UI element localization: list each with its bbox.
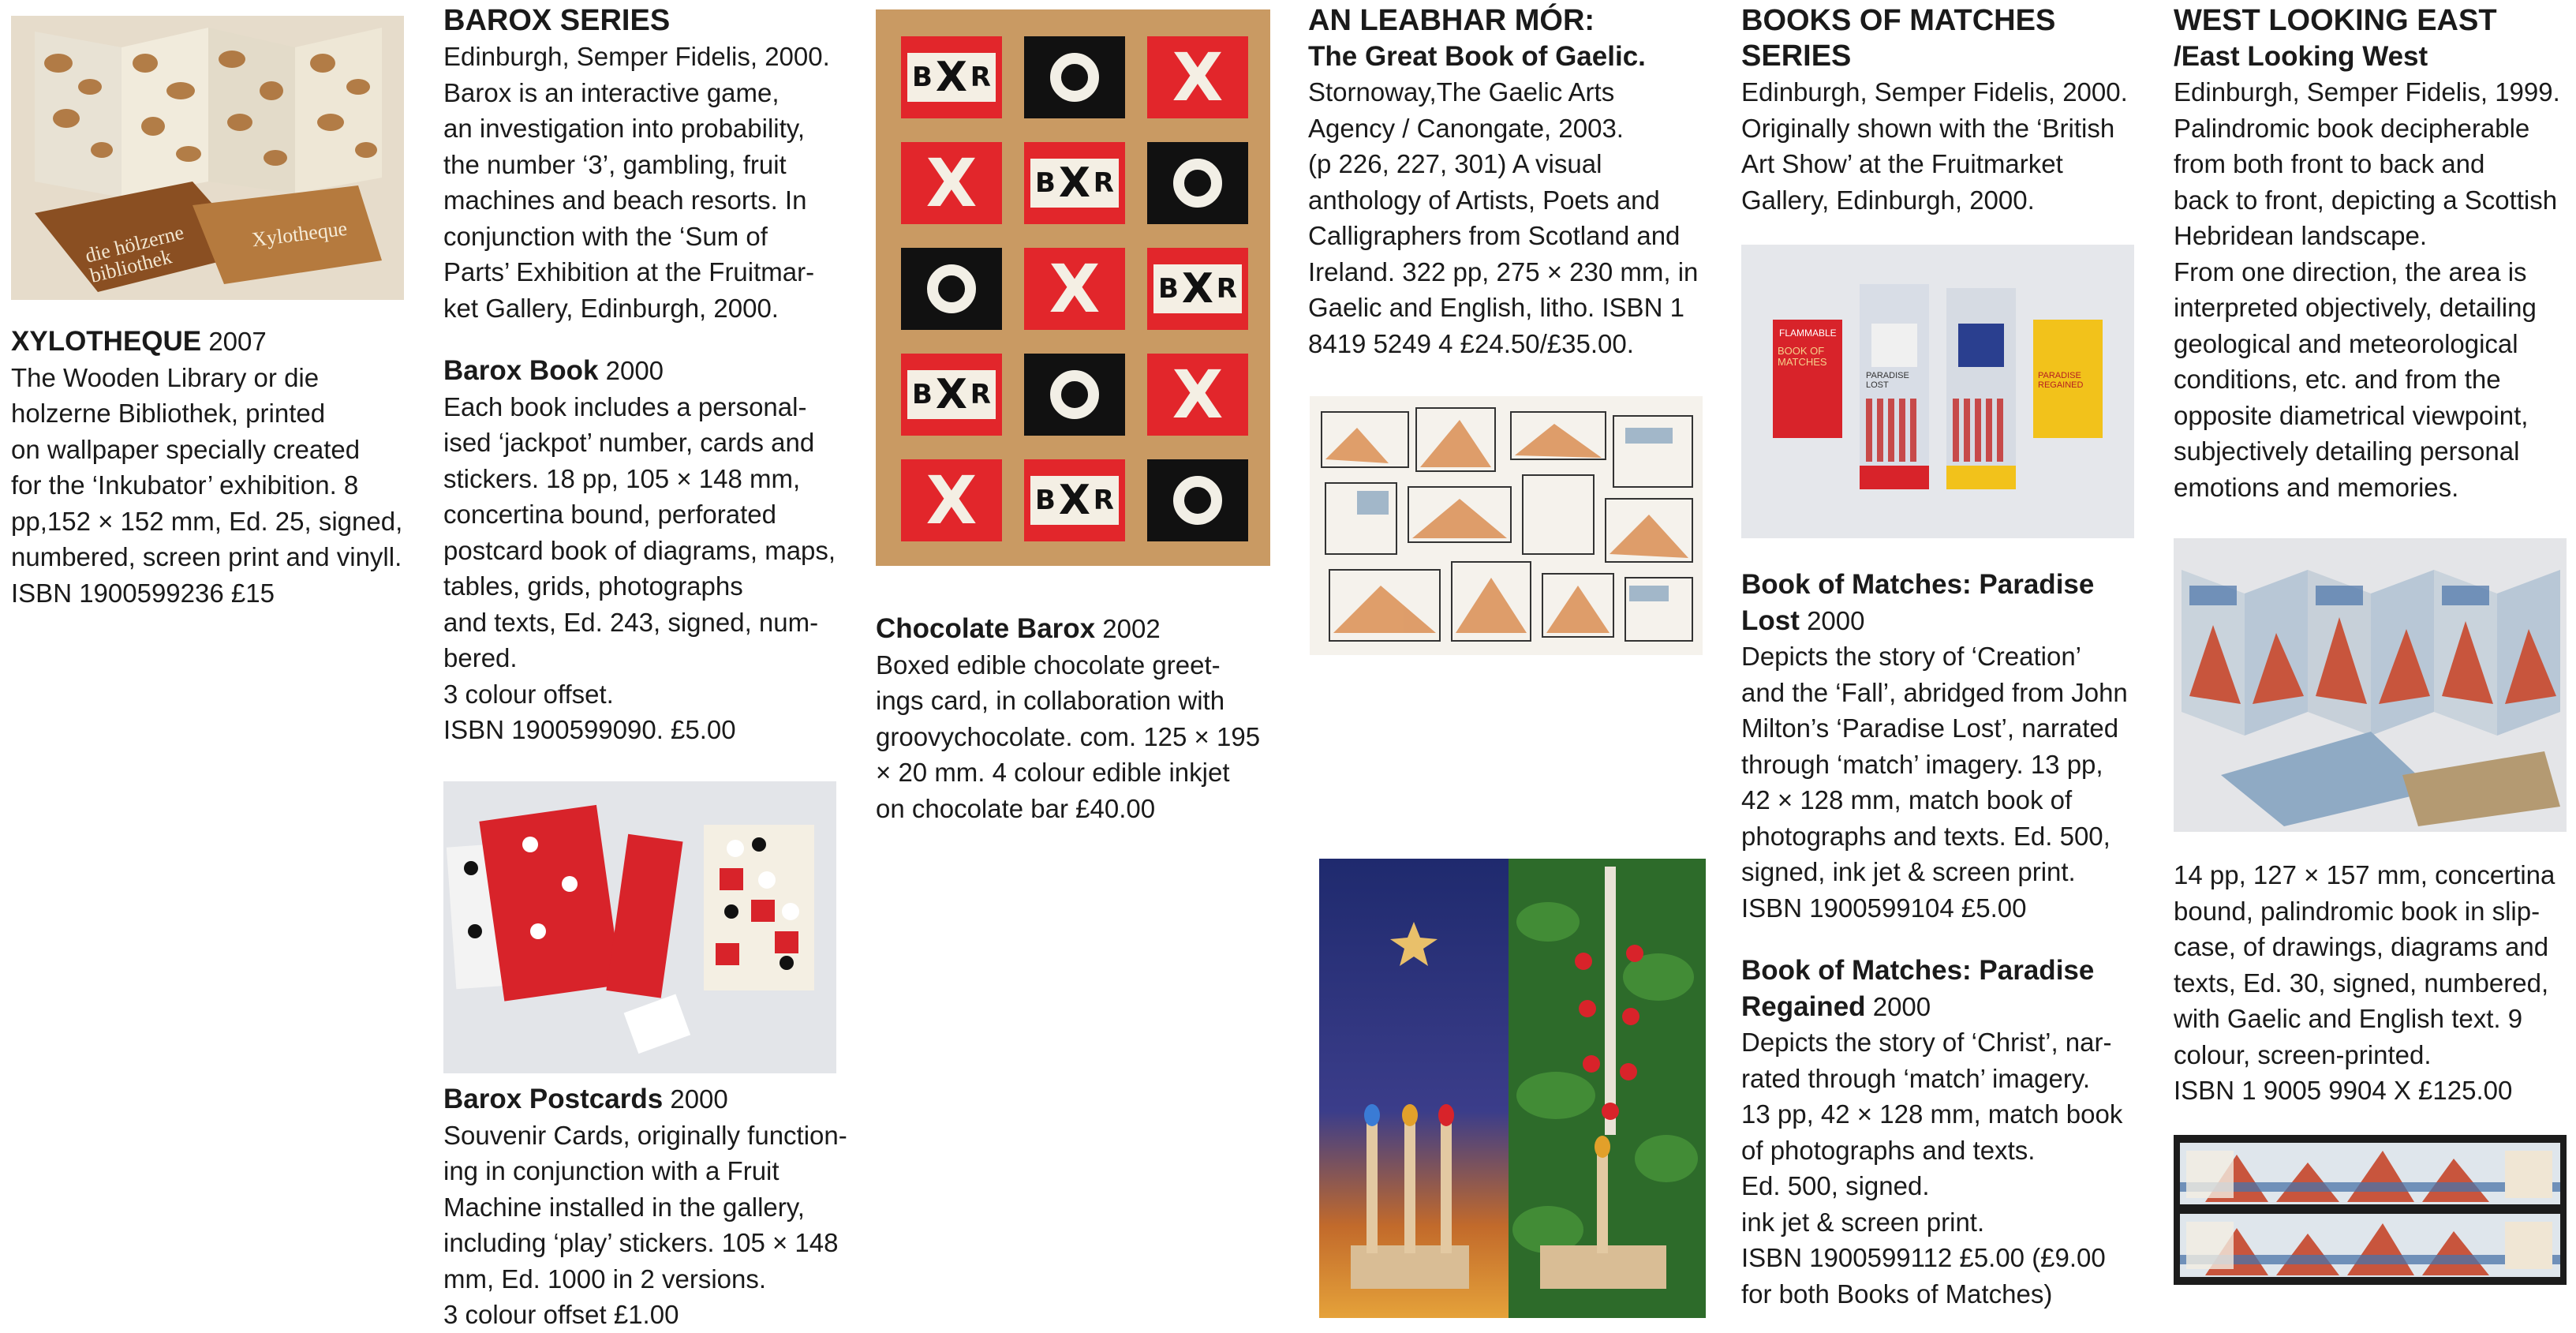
paradise-regained-line: 13 pp, 42 × 128 mm, match book — [1741, 1099, 2123, 1129]
xylotheque-cover-text-1: die hölzerne bibliothek — [82, 220, 186, 287]
tile-bxr-letter: X — [1181, 265, 1213, 313]
tile-bxr — [901, 36, 1002, 118]
tile-o — [1147, 459, 1248, 541]
books-of-matches-photo — [1741, 245, 2134, 538]
barox-book-line: postcard book of diagrams, maps, — [443, 535, 836, 565]
barox-postcards-line: including ‘play’ stickers. 105 × 148 — [443, 1228, 839, 1257]
paradise-regained-title: Book of Matches: Paradise — [1741, 955, 2095, 986]
barox-book-line: ised ‘jackpot’ number, cards and — [443, 428, 815, 457]
barox-book-line: concertina bound, perforated — [443, 500, 776, 529]
paradise-lost-line: Depicts the story of ‘Creation’ — [1741, 642, 2082, 671]
xylotheque-photo — [11, 16, 404, 300]
paradise-lost-line: Milton’s ‘Paradise Lost’, narrated — [1741, 713, 2119, 743]
matches-intro-line: Originally shown with the ‘British — [1741, 113, 2115, 143]
west-intro-line: Palindromic book decipherable — [2174, 113, 2530, 143]
chocolate-barox-line: Boxed edible chocolate greet- — [876, 650, 1221, 680]
tile-bxr-letter: B — [1035, 485, 1056, 516]
tile-x — [1147, 354, 1248, 436]
paradise-regained-line: Depicts the story of ‘Christ’, nar- — [1741, 1028, 2112, 1057]
leabhar-mor-title: AN LEABHAR MÓR: — [1308, 4, 1595, 37]
paradise-regained-title-2: Regained — [1741, 990, 1866, 1022]
tile-bxr-letter: X — [935, 54, 967, 101]
match-label-regained: PARADISE REGAINED — [2038, 371, 2084, 390]
leabhar-mor-line: Stornoway,The Gaelic Arts — [1308, 77, 1615, 107]
west-intro-line: conditions, etc. and from the — [2174, 365, 2501, 394]
barox-book-title: Barox Book — [443, 355, 599, 386]
leabhar-mor-line: (p 226, 227, 301) A visual — [1308, 149, 1602, 178]
tile-o — [1024, 354, 1125, 436]
paradise-lost-line: ISBN 1900599104 £5.00 — [1741, 893, 2027, 923]
barox-book-line: Each book includes a personal- — [443, 391, 807, 421]
tile-x-letter: X — [1172, 39, 1224, 116]
paradise-regained-year: 2000 — [1872, 991, 1931, 1021]
barox-intro-line: machines and beach resorts. In — [443, 185, 807, 215]
tile-o — [1147, 142, 1248, 224]
tile-bxr-letter: B — [1035, 167, 1056, 199]
west-looking-east-title: WEST LOOKING EAST — [2174, 4, 2497, 37]
west-intro-line: Edinburgh, Semper Fidelis, 1999. — [2174, 77, 2560, 107]
paradise-lost-title: Book of Matches: Paradise — [1741, 569, 2095, 600]
barox-tile-grid — [901, 36, 1248, 541]
chocolate-barox-line: on chocolate bar £40.00 — [876, 793, 1156, 823]
west-detail-line: case, of drawings, diagrams and — [2174, 932, 2549, 961]
xylotheque-line: The Wooden Library or die — [11, 362, 320, 392]
leabhar-mor-line: anthology of Artists, Poets and — [1308, 185, 1660, 215]
match-label-flammable-1: FLAMMABLE — [1779, 328, 1837, 339]
tile-x — [901, 142, 1002, 224]
paradise-regained-line: for both Books of Matches) — [1741, 1279, 2053, 1309]
xylotheque-line: numbered, screen print and vinyll. — [11, 542, 402, 571]
tile-bxr — [901, 354, 1002, 436]
xylotheque-line: ISBN 1900599236 £15 — [11, 578, 275, 608]
barox-postcards-line: ing in conjunction with a Fruit — [443, 1156, 780, 1185]
tile-bxr-letter: X — [935, 371, 967, 418]
west-looking-east-book-photo — [2174, 538, 2567, 832]
leabhar-mor-line: Gaelic and English, litho. ISBN 1 — [1308, 293, 1684, 322]
tile-bxr — [1147, 248, 1248, 330]
west-detail-line: texts, Ed. 30, signed, numbered, — [2174, 968, 2549, 998]
barox-book-line: ISBN 1900599090. £5.00 — [443, 715, 736, 744]
tile-bxr-panel — [907, 53, 996, 102]
west-intro-line: interpreted objectively, detailing — [2174, 293, 2537, 322]
leabhar-mor-line: 8419 5249 4 £24.50/£35.00. — [1308, 328, 1634, 358]
chocolate-barox-line: groovychocolate. com. 125 × 195 — [876, 721, 1261, 751]
chocolate-barox-title: Chocolate Barox — [876, 613, 1096, 644]
tile-x — [901, 459, 1002, 541]
leabhar-mor-line: Agency / Canongate, 2003. — [1308, 113, 1624, 143]
barox-postcards-line: 3 colour offset £1.00 — [443, 1300, 679, 1329]
west-intro-line: geological and meteorological — [2174, 328, 2518, 358]
paradise-matches-photo — [1319, 859, 1706, 1318]
barox-intro-line: Parts’ Exhibition at the Fruitmar- — [443, 257, 815, 286]
tile-x — [1147, 36, 1248, 118]
paradise-lost-line: 42 × 128 mm, match book of — [1741, 785, 2073, 814]
tile-bxr-panel — [1030, 159, 1119, 208]
tile-o — [1024, 36, 1125, 118]
column-west-details — [2174, 857, 2572, 1109]
west-intro-line: subjectively detailing personal — [2174, 436, 2520, 466]
xylotheque-title: XYLOTHEQUE — [11, 326, 202, 357]
tile-bxr-letter: B — [912, 62, 933, 93]
west-detail-line: ISBN 1 9005 9904 X £125.00 — [2174, 1076, 2513, 1105]
paradise-regained-line: Ed. 500, signed. — [1741, 1171, 1930, 1200]
barox-intro-line: the number ‘3’, gambling, fruit — [443, 149, 787, 179]
column-books-of-matches — [1741, 3, 2152, 218]
tile-o — [901, 248, 1002, 330]
barox-postcards-photo — [443, 781, 836, 1073]
barox-book-year: 2000 — [605, 356, 664, 385]
tile-bxr-letter: X — [1058, 477, 1090, 524]
west-looking-east-subtitle: /East Looking West — [2174, 41, 2428, 72]
barox-postcards-line: Machine installed in the gallery, — [443, 1192, 805, 1222]
barox-postcards-line: mm, Ed. 1000 in 2 versions. — [443, 1264, 767, 1294]
tile-bxr-letter: R — [1216, 273, 1237, 305]
west-detail-line: 14 pp, 127 × 157 mm, concertina — [2174, 860, 2555, 889]
west-intro-line: opposite diametrical viewpoint, — [2174, 400, 2529, 430]
paradise-regained-line: ink jet & screen print. — [1741, 1207, 1985, 1237]
west-intro-line: back to front, depicting a Scottish — [2174, 185, 2558, 215]
matches-intro-line: Gallery, Edinburgh, 2000. — [1741, 185, 2035, 215]
tile-bxr-panel — [1153, 264, 1242, 313]
o-ring-icon — [927, 264, 976, 313]
column-west-looking-east — [2174, 3, 2572, 505]
leabhar-mor-subtitle: The Great Book of Gaelic. — [1308, 41, 1646, 72]
paradise-regained-line: ISBN 1900599112 £5.00 (£9.00 — [1741, 1243, 2106, 1272]
tile-bxr-letter: B — [912, 379, 933, 410]
matches-series-title: BOOKS OF MATCHES — [1741, 4, 2056, 37]
barox-postcards-title: Barox Postcards — [443, 1084, 664, 1114]
xylotheque-line: holzerne Bibliothek, printed — [11, 399, 326, 428]
west-intro-line: emotions and memories. — [2174, 472, 2459, 502]
tile-bxr — [1024, 459, 1125, 541]
tile-bxr-letter: R — [1093, 167, 1114, 199]
barox-series-title: BAROX SERIES — [443, 4, 671, 37]
barox-intro-line: an investigation into probability, — [443, 114, 806, 143]
west-intro-line: from both front to back and — [2174, 149, 2485, 178]
barox-intro-line: ket Gallery, Edinburgh, 2000. — [443, 293, 779, 323]
west-intro-line: From one direction, the area is — [2174, 256, 2527, 286]
barox-intro-line: conjunction with the ‘Sum of — [443, 221, 768, 251]
west-looking-east-strip-photo — [2174, 1135, 2567, 1285]
tile-x-letter: X — [925, 462, 978, 539]
tile-bxr-letter: R — [1093, 485, 1114, 516]
xylotheque-year: 2007 — [208, 327, 267, 356]
tile-bxr-letter: B — [1158, 273, 1179, 305]
paradise-lost-title-2: Lost — [1741, 605, 1800, 636]
barox-postcards-line: Souvenir Cards, originally function- — [443, 1120, 847, 1150]
leabhar-mor-line: Ireland. 322 pp, 275 × 230 mm, in — [1308, 256, 1699, 286]
tile-bxr-panel — [907, 370, 996, 419]
barox-book-line: tables, grids, photographs — [443, 571, 743, 601]
west-detail-line: with Gaelic and English text. 9 — [2174, 1004, 2523, 1033]
tile-x — [1024, 248, 1125, 330]
paradise-lost-line: signed, ink jet & screen print. — [1741, 857, 2076, 886]
paradise-lost-year: 2000 — [1807, 605, 1865, 635]
paradise-lost-line: and the ‘Fall’, abridged from John — [1741, 677, 2128, 707]
barox-book-line: 3 colour offset. — [443, 679, 614, 709]
tile-x-letter: X — [1049, 250, 1101, 328]
tile-x-letter: X — [1172, 356, 1224, 433]
paradise-regained-line: rated through ‘match’ imagery. — [1741, 1063, 2091, 1093]
match-label-lost: PARADISE LOST — [1866, 371, 1909, 390]
leabhar-mor-line: Calligraphers from Scotland and — [1308, 221, 1681, 250]
paradise-regained-line: of photographs and texts. — [1741, 1135, 2036, 1165]
tile-bxr-letter: X — [1058, 159, 1090, 207]
barox-book-line: and texts, Ed. 243, signed, num- — [443, 607, 819, 637]
o-ring-icon — [1173, 476, 1222, 525]
chocolate-barox-line: × 20 mm. 4 colour edible inkjet — [876, 758, 1230, 787]
barox-book-line: stickers. 18 pp, 105 × 148 mm, — [443, 463, 801, 493]
chocolate-barox-line: ings card, in collaboration with — [876, 686, 1225, 715]
o-ring-icon — [1050, 53, 1099, 102]
column-chocolate-barox — [876, 611, 1286, 826]
o-ring-icon — [1173, 159, 1222, 208]
chocolate-barox-year: 2002 — [1102, 614, 1161, 643]
matches-intro-line: Art Show’ at the Fruitmarket — [1741, 149, 2063, 178]
tile-bxr-letter: R — [970, 379, 991, 410]
o-ring-icon — [1050, 370, 1099, 419]
west-detail-line: colour, screen-printed. — [2174, 1039, 2432, 1069]
column-barox — [443, 3, 854, 748]
west-intro-line: Hebridean landscape. — [2174, 221, 2428, 250]
paradise-lost-line: through ‘match’ imagery. 13 pp, — [1741, 749, 2103, 779]
paradise-lost-line: photographs and texts. Ed. 500, — [1741, 821, 2111, 851]
leabhar-mor-spread-photo — [1310, 396, 1703, 655]
match-label-book-1: BOOK OF MATCHES — [1778, 345, 1827, 368]
column-xylotheque — [11, 324, 413, 611]
barox-book-line: bered. — [443, 643, 518, 672]
tile-x-letter: X — [925, 144, 978, 222]
chocolate-barox-photo — [876, 9, 1270, 566]
xylotheque-line: for the ‘Inkubator’ exhibition. 8 — [11, 470, 359, 500]
barox-postcards-year: 2000 — [670, 1084, 728, 1114]
xylotheque-cover-text-2: Xylotheque — [250, 216, 349, 252]
xylotheque-line: on wallpaper specially created — [11, 434, 361, 464]
column-leabhar-mor — [1308, 3, 1718, 361]
barox-intro-line: Edinburgh, Semper Fidelis, 2000. — [443, 42, 830, 71]
tile-bxr — [1024, 142, 1125, 224]
matches-series-title-2: SERIES — [1741, 39, 1852, 73]
xylotheque-line: pp,152 × 152 mm, Ed. 25, signed, — [11, 506, 403, 536]
column-barox-postcards — [443, 1081, 854, 1333]
tile-bxr-panel — [1030, 476, 1119, 525]
matches-intro-line: Edinburgh, Semper Fidelis, 2000. — [1741, 77, 2128, 107]
column-paradise-lost — [1741, 567, 2152, 1312]
tile-bxr-letter: R — [970, 62, 991, 93]
west-detail-line: bound, palindromic book in slip- — [2174, 896, 2540, 926]
barox-intro-line: Barox is an interactive game, — [443, 77, 780, 107]
